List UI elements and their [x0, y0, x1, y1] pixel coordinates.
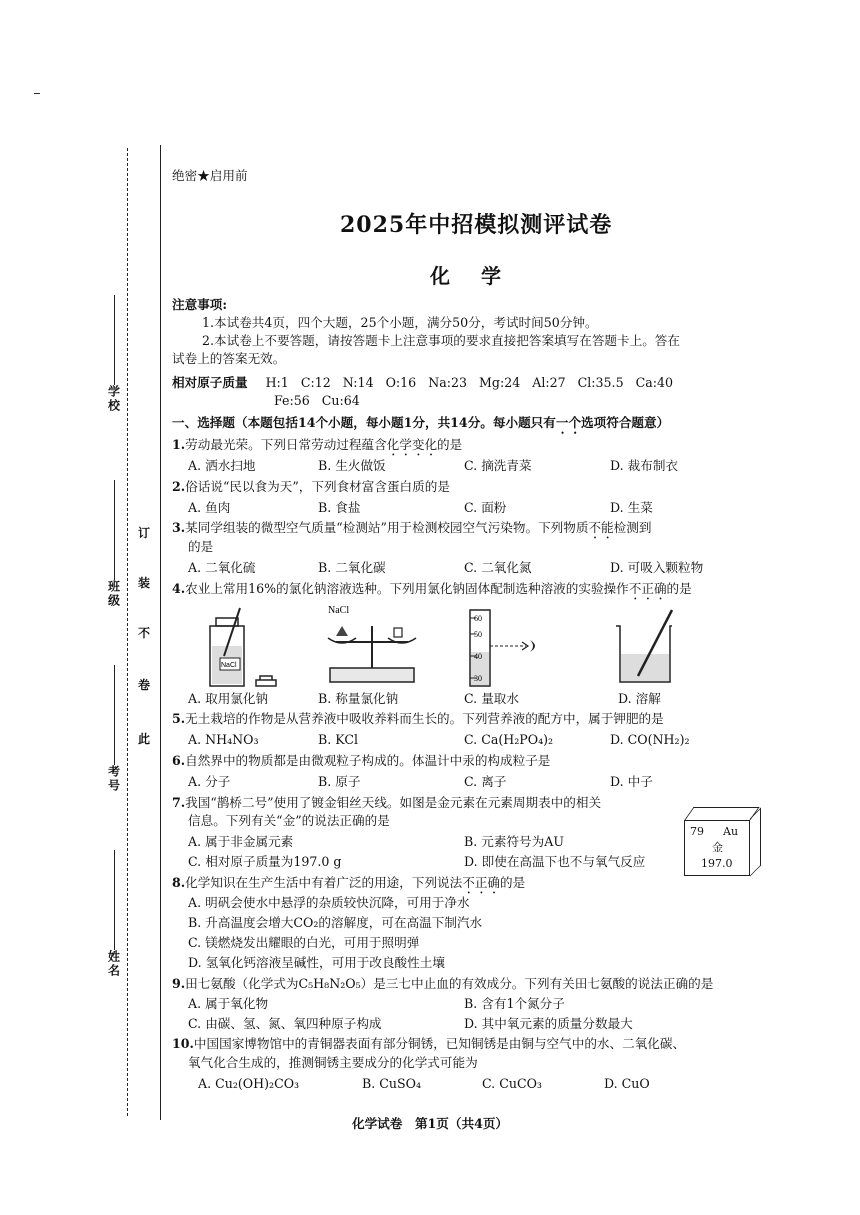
q8-option-b[interactable]: B. 升高温度会增大CO₂的溶解度，可在高温下制汽水 [188, 915, 483, 930]
section-1-heading-suffix: 选项符合题意） [581, 415, 670, 430]
question-stem-emph: 不正确 [462, 875, 500, 890]
class-underline [114, 480, 115, 580]
q10-option-c[interactable]: C. CuCO₃ [482, 1076, 542, 1091]
seal-word-5: 此 [138, 732, 151, 746]
tick-label: 40 [474, 652, 482, 661]
question-3 [172, 519, 651, 542]
q3-option-c[interactable]: C. 二氧化氮 [464, 560, 532, 575]
nacl-label: NaCl [328, 605, 350, 616]
q1-option-c[interactable]: C. 摘洗青菜 [464, 458, 532, 473]
q1-option-a[interactable]: A. 洒水扫地 [188, 458, 256, 473]
question-number: 2. [172, 479, 186, 494]
question-stem: 田七氨酸（化学式为C₅H₈N₂O₅）是三七中止血的有效成分。下列有关田七氨酸的说法正确的是 [185, 976, 714, 991]
question-9 [172, 975, 713, 993]
q3-option-b[interactable]: B. 二氧化碳 [318, 560, 386, 575]
q6-option-c[interactable]: C. 离子 [464, 774, 507, 789]
q10-option-d[interactable]: D. CuO [604, 1076, 650, 1091]
notes-item-2-cont: 试卷上的答案无效。 [172, 351, 286, 366]
question-2 [172, 478, 450, 496]
exam-no-field[interactable] [104, 665, 124, 793]
question-6 [172, 752, 550, 770]
scan-mark [34, 93, 40, 94]
figure-weigh-nacl [322, 602, 422, 688]
q2-option-c[interactable]: C. 面粉 [464, 500, 507, 515]
q6-option-b[interactable]: B. 原子 [318, 774, 361, 789]
name-label: 姓名 [106, 950, 121, 978]
question-10-cont: 氧气化合生成的，推测铜锈主要成分的化学式可能为 [188, 1055, 478, 1070]
atomic-mass-label: 相对原子质量 [172, 375, 248, 390]
exam-no-label: 考号 [106, 765, 121, 793]
atomic-number: 79 [690, 825, 704, 838]
question-stem: 化学知识在生产生活中有着广泛的用途，下列说法 [185, 875, 463, 890]
atomic-mass-values-2: Fe:56 Cu:64 [274, 393, 360, 408]
question-stem: 劳动最光荣。下列日常劳动过程蕴含 [185, 437, 387, 452]
page-title: 2025年中招模拟测评试卷 [340, 212, 613, 238]
question-number: 5. [172, 711, 186, 726]
atomic-mass-values: H:1 C:12 N:14 O:16 Na:23 Mg:24 Al:27 Cl:35.5 Ca:40 [265, 375, 673, 390]
question-number: 6. [172, 753, 186, 768]
question-10 [172, 1035, 685, 1053]
q4-option-b[interactable]: B. 称量氯化钠 [318, 691, 399, 706]
q1-option-b[interactable]: B. 生火做饭 [318, 458, 386, 473]
subject-title: 化 学 [430, 264, 513, 288]
question-5 [172, 710, 664, 728]
q5-option-a[interactable]: A. NH₄NO₃ [188, 732, 259, 747]
q7-option-b[interactable]: B. 元素符号为AU [464, 834, 564, 849]
element-symbol: Au [723, 825, 739, 838]
name-field[interactable] [104, 850, 124, 978]
eye-icon [530, 640, 535, 652]
notes-heading: 注意事项: [172, 297, 228, 312]
figure-measure-water [460, 608, 560, 688]
stopper [256, 676, 276, 686]
binding-dashed-line [127, 148, 128, 1116]
q7-option-d[interactable]: D. 即使在高温下也不与氧气反应 [464, 854, 646, 869]
question-number: 8. [172, 875, 186, 890]
class-label: 班级 [106, 580, 121, 608]
school-underline [114, 295, 115, 385]
question-stem: 农业上常用16%的氯化钠溶液选种。下列用氯化钠固体配制选种溶液的实验操作 [185, 581, 629, 596]
figure-take-nacl [202, 606, 292, 688]
exam-no-underline [114, 665, 115, 765]
section-1-heading-prefix: 一、选择题（本题包括14个小题，每小题1分，共14分。每小题只有 [172, 415, 556, 430]
balance-base [330, 668, 414, 682]
q3-option-a[interactable]: A. 二氧化硫 [188, 560, 256, 575]
question-stem-suffix: 的是 [500, 875, 526, 890]
q5-option-c[interactable]: C. Ca(H₂PO₄)₂ [464, 732, 554, 747]
q1-option-d[interactable]: D. 裁布制衣 [610, 458, 679, 473]
question-stem: 无土栽培的作物是从营养液中吸收养料而生长的。下列营养液的配方中，属于钾肥的是 [185, 711, 664, 726]
q8-option-d[interactable]: D. 氢氧化钙溶液呈碱性，可用于改良酸性土壤 [188, 955, 445, 970]
q2-option-d[interactable]: D. 生菜 [610, 500, 653, 515]
salt-pile [336, 626, 348, 636]
question-1 [172, 436, 462, 459]
q4-option-d[interactable]: D. 溶解 [618, 691, 661, 706]
q5-option-b[interactable]: B. KCl [318, 732, 358, 747]
q9-option-b[interactable]: B. 含有1个氮分子 [464, 996, 565, 1011]
page-footer: 化学试卷 第1页（共4页） [351, 1116, 509, 1131]
element-name: 金 [712, 841, 723, 854]
question-stem-emph: 不能 [588, 520, 614, 535]
tick-label: 50 [474, 630, 482, 639]
q10-option-b[interactable]: B. CuSO₄ [362, 1076, 422, 1091]
name-underline [114, 850, 115, 950]
question-number: 4. [172, 581, 186, 596]
question-stem-emph: 化学变化 [386, 437, 438, 452]
q2-option-b[interactable]: B. 食盐 [318, 500, 361, 515]
question-number: 7. [172, 795, 186, 810]
seal-word-2: 装 [138, 576, 151, 590]
question-4 [172, 580, 692, 603]
question-number: 9. [172, 976, 186, 991]
question-stem: 我国“鹊桥二号”使用了镀金钼丝天线。如图是金元素在元素周期表中的相关 [185, 795, 602, 810]
weight [394, 628, 402, 637]
question-stem: 俗话说“民以食为天”，下列食材富含蛋白质的是 [185, 479, 450, 494]
question-number: 10. [172, 1036, 194, 1051]
seal-word-4: 卷 [138, 678, 151, 692]
q6-option-a[interactable]: A. 分子 [188, 774, 231, 789]
tick-label: 30 [474, 674, 482, 683]
beaker-liquid [621, 654, 669, 681]
q4-option-c[interactable]: C. 量取水 [464, 691, 519, 706]
atomic-mass-row [172, 374, 673, 392]
question-7-cont: 信息。下列有关“金”的说法正确的是 [188, 813, 390, 828]
notes-item-2: 2.本试卷上不要答题，请按答题卡上注意事项的要求直接把答案填写在答题卡上。答在 [202, 333, 680, 348]
secret-label: 绝密★启用前 [172, 168, 248, 183]
q10-option-a[interactable]: A. Cu₂(OH)₂CO₃ [198, 1076, 300, 1091]
q7-option-a[interactable]: A. 属于非金属元素 [188, 834, 294, 849]
tick-label: 60 [474, 614, 482, 623]
q9-option-a[interactable]: A. 属于氧化物 [188, 996, 269, 1011]
question-stem: 某同学组装的微型空气质量“检测站”用于检测校园空气污染物。下列物质 [185, 520, 589, 535]
q5-option-d[interactable]: D. CO(NH₂)₂ [610, 732, 690, 747]
notes-item-1: 1.本试卷共4页，四个大题，25个小题，满分50分，考试时间50分钟。 [202, 315, 598, 330]
section-1-heading [172, 414, 669, 437]
q9-option-c[interactable]: C. 由碳、氢、氮、氧四种原子构成 [188, 1016, 382, 1031]
figure-dissolve [610, 606, 690, 688]
bottle-label: NaCl [221, 662, 237, 669]
question-7 [172, 794, 601, 812]
q7-option-c[interactable]: C. 相对原子质量为197.0 g [188, 854, 342, 869]
question-stem: 自然界中的物质都是由微观粒子构成的。体温计中汞的构成粒子是 [185, 753, 551, 768]
seal-word-3: 不 [138, 626, 151, 640]
section-1-heading-emph: 一个 [555, 415, 582, 430]
question-number: 1. [172, 437, 186, 452]
seal-word-1: 订 [138, 526, 151, 540]
question-number: 3. [172, 520, 186, 535]
question-stem-suffix: 检测到 [613, 520, 652, 535]
school-field[interactable] [104, 295, 124, 413]
binding-solid-line [160, 145, 161, 1120]
class-field[interactable] [104, 480, 124, 608]
question-stem-emph: 不正确 [628, 581, 667, 596]
q9-option-d[interactable]: D. 其中氧元素的质量分数最大 [464, 1016, 633, 1031]
q2-option-a[interactable]: A. 鱼肉 [188, 500, 231, 515]
question-stem: 中国国家博物馆中的青铜器表面有部分铜锈，已知铜锈是由铜与空气中的水、二氧化碳、 [193, 1036, 686, 1051]
q4-option-a[interactable]: A. 取用氯化钠 [188, 691, 269, 706]
q3-option-d[interactable]: D. 可吸入颗粒物 [610, 560, 704, 575]
atomic-mass: 197.0 [701, 857, 733, 870]
q6-option-d[interactable]: D. 中子 [610, 774, 653, 789]
element-cell-gold [684, 820, 750, 876]
question-stem-suffix: 的是 [437, 437, 463, 452]
q8-option-a[interactable]: A. 明矾会使水中悬浮的杂质较快沉降，可用于净水 [188, 895, 470, 910]
question-stem-suffix: 的是 [666, 581, 692, 596]
school-label: 学校 [106, 385, 121, 413]
question-3-cont: 的是 [188, 539, 214, 554]
q8-option-c[interactable]: C. 镁燃烧发出耀眼的白光，可用于照明弹 [188, 935, 420, 950]
